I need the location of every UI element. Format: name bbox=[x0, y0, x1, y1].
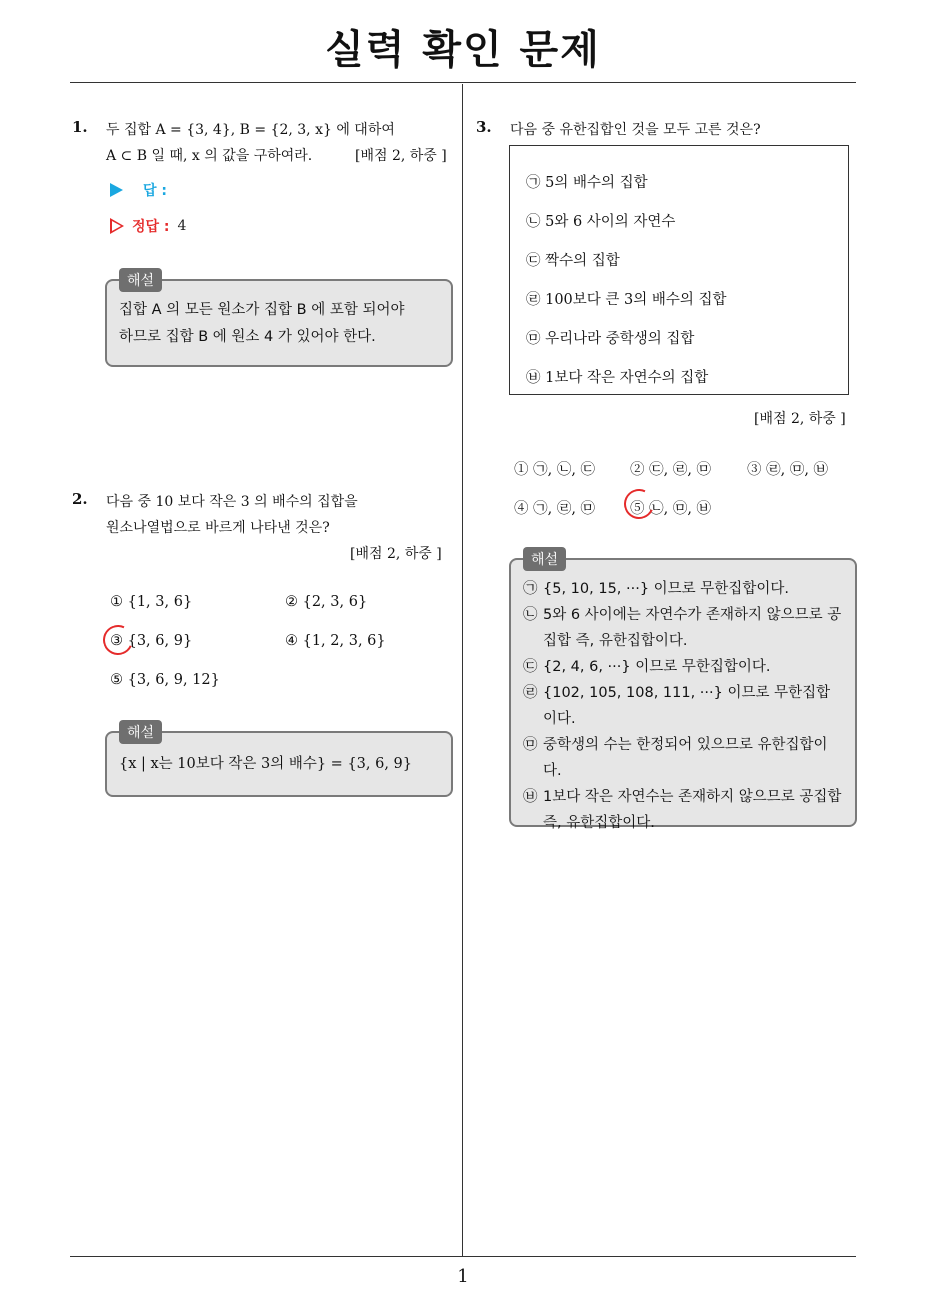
q1-answer-row bbox=[110, 180, 167, 200]
q1-number: 1. bbox=[72, 118, 88, 136]
q3-solution-mark: ㉣ bbox=[523, 685, 538, 701]
q3-option-2[interactable]: ② ㉢, ㉣, ㉤ bbox=[630, 462, 712, 478]
q1-solution-line1: 집합 A 의 모든 원소가 집합 B 에 포함 되어야 bbox=[119, 302, 405, 318]
column-divider bbox=[462, 84, 463, 1256]
q3-item-3: ㉢ 짝수의 집합 bbox=[526, 253, 620, 269]
q3-solution-mark: ㉠ bbox=[523, 581, 538, 597]
q1-score: [배점 2, 하중 ] bbox=[355, 148, 447, 164]
q3-solution-text: 1보다 작은 자연수는 존재하지 않으므로 공집합 즉, 유한집합이다. bbox=[543, 789, 842, 831]
q3-solution-item bbox=[523, 784, 843, 836]
q2-option-4[interactable]: ④ {1, 2, 3, 6} bbox=[285, 633, 386, 649]
q2-solution-tag: 해설 bbox=[119, 720, 162, 744]
q3-option-3[interactable]: ③ ㉣, ㉤, ㉥ bbox=[747, 462, 829, 478]
q2-option-5[interactable]: ⑤ {3, 6, 9, 12} bbox=[110, 672, 220, 688]
q3-items-box bbox=[509, 145, 849, 395]
q3-text-line1: 다음 중 유한집합인 것을 모두 고른 것은? bbox=[510, 122, 761, 138]
q3-solution-item bbox=[523, 680, 843, 732]
header-rule bbox=[70, 82, 856, 83]
q3-solution-text: {2, 4, 6, ···} 이므로 무한집합이다. bbox=[543, 659, 771, 675]
q3-solution-text: {102, 105, 108, 111, ···} 이므로 무한집합이다. bbox=[543, 685, 831, 727]
q3-option-4[interactable]: ④ ㉠, ㉣, ㉤ bbox=[514, 501, 596, 517]
q2-solution-line1: {x | x는 10보다 작은 3의 배수} = {3, 6, 9} bbox=[119, 756, 413, 772]
q3-solution-list bbox=[523, 576, 843, 836]
page-number: 1 bbox=[457, 1266, 469, 1287]
q2-option-2[interactable]: ② {2, 3, 6} bbox=[285, 594, 368, 610]
play-icon bbox=[110, 183, 123, 197]
q3-solution-text: 중학생의 수는 한정되어 있으므로 유한집합이다. bbox=[543, 737, 828, 779]
q3-option-1[interactable]: ① ㉠, ㉡, ㉢ bbox=[514, 462, 596, 478]
q3-solution-text: {5, 10, 15, ···} 이므로 무한집합이다. bbox=[543, 581, 789, 597]
q2-number: 2. bbox=[72, 490, 88, 508]
play-outline-icon bbox=[110, 218, 124, 234]
q2-score: [배점 2, 하중 ] bbox=[350, 546, 442, 562]
q1-solution-box bbox=[105, 279, 453, 367]
q3-solution-item bbox=[523, 732, 843, 784]
q2-option-1[interactable]: ① {1, 3, 6} bbox=[110, 594, 193, 610]
q1-solution-tag: 해설 bbox=[119, 268, 162, 292]
selected-answer-circle bbox=[99, 621, 137, 659]
q3-option-5[interactable]: ⑤ ㉡, ㉤, ㉥ bbox=[630, 501, 712, 517]
q3-solution-mark: ㉤ bbox=[523, 737, 538, 753]
q1-text-line1: 두 집합 A = {3, 4}, B = {2, 3, x} 에 대하여 bbox=[106, 122, 395, 138]
q3-score: [배점 2, 하중 ] bbox=[754, 411, 846, 427]
q3-item-5: ㉤ 우리나라 중학생의 집합 bbox=[526, 331, 695, 347]
q3-solution-text: 5와 6 사이에는 자연수가 존재하지 않으므로 공집합 즉, 유한집합이다. bbox=[543, 607, 842, 649]
q3-solution-item bbox=[523, 602, 843, 654]
q2-text-line2: 원소나열법으로 바르게 나타낸 것은? bbox=[106, 520, 330, 536]
footer-rule bbox=[70, 1256, 856, 1257]
q3-item-6: ㉥ 1보다 작은 자연수의 집합 bbox=[526, 370, 709, 386]
q3-solution-mark: ㉥ bbox=[523, 789, 538, 805]
q3-solution-box bbox=[509, 558, 857, 831]
q3-solution-item bbox=[523, 576, 843, 602]
q1-text-line2: A ⊂ B 일 때, x 의 값을 구하여라. bbox=[106, 148, 313, 164]
q2-option-3[interactable]: ③ {3, 6, 9} bbox=[110, 633, 193, 649]
q3-item-1: ㉠ 5의 배수의 집합 bbox=[526, 175, 648, 191]
q3-item-4: ㉣ 100보다 큰 3의 배수의 집합 bbox=[526, 292, 727, 308]
q3-solution-mark: ㉢ bbox=[523, 659, 538, 675]
q3-solution-tag: 해설 bbox=[523, 547, 566, 571]
q1-correct-value: 4 bbox=[177, 218, 187, 234]
page-title: 실력 확인 문제 bbox=[325, 27, 601, 73]
q3-solution-item bbox=[523, 654, 843, 680]
q1-answer-label: 답 : bbox=[143, 183, 167, 199]
q3-number: 3. bbox=[476, 118, 492, 136]
q3-item-2: ㉡ 5와 6 사이의 자연수 bbox=[526, 214, 676, 230]
q1-correct-row bbox=[110, 216, 186, 236]
q1-solution-line2: 하므로 집합 B 에 원소 4 가 있어야 한다. bbox=[119, 329, 376, 345]
q2-text-line1: 다음 중 10 보다 작은 3 의 배수의 집합을 bbox=[106, 494, 358, 510]
q1-correct-label: 정답 : bbox=[132, 219, 170, 235]
q3-solution-mark: ㉡ bbox=[523, 607, 538, 623]
